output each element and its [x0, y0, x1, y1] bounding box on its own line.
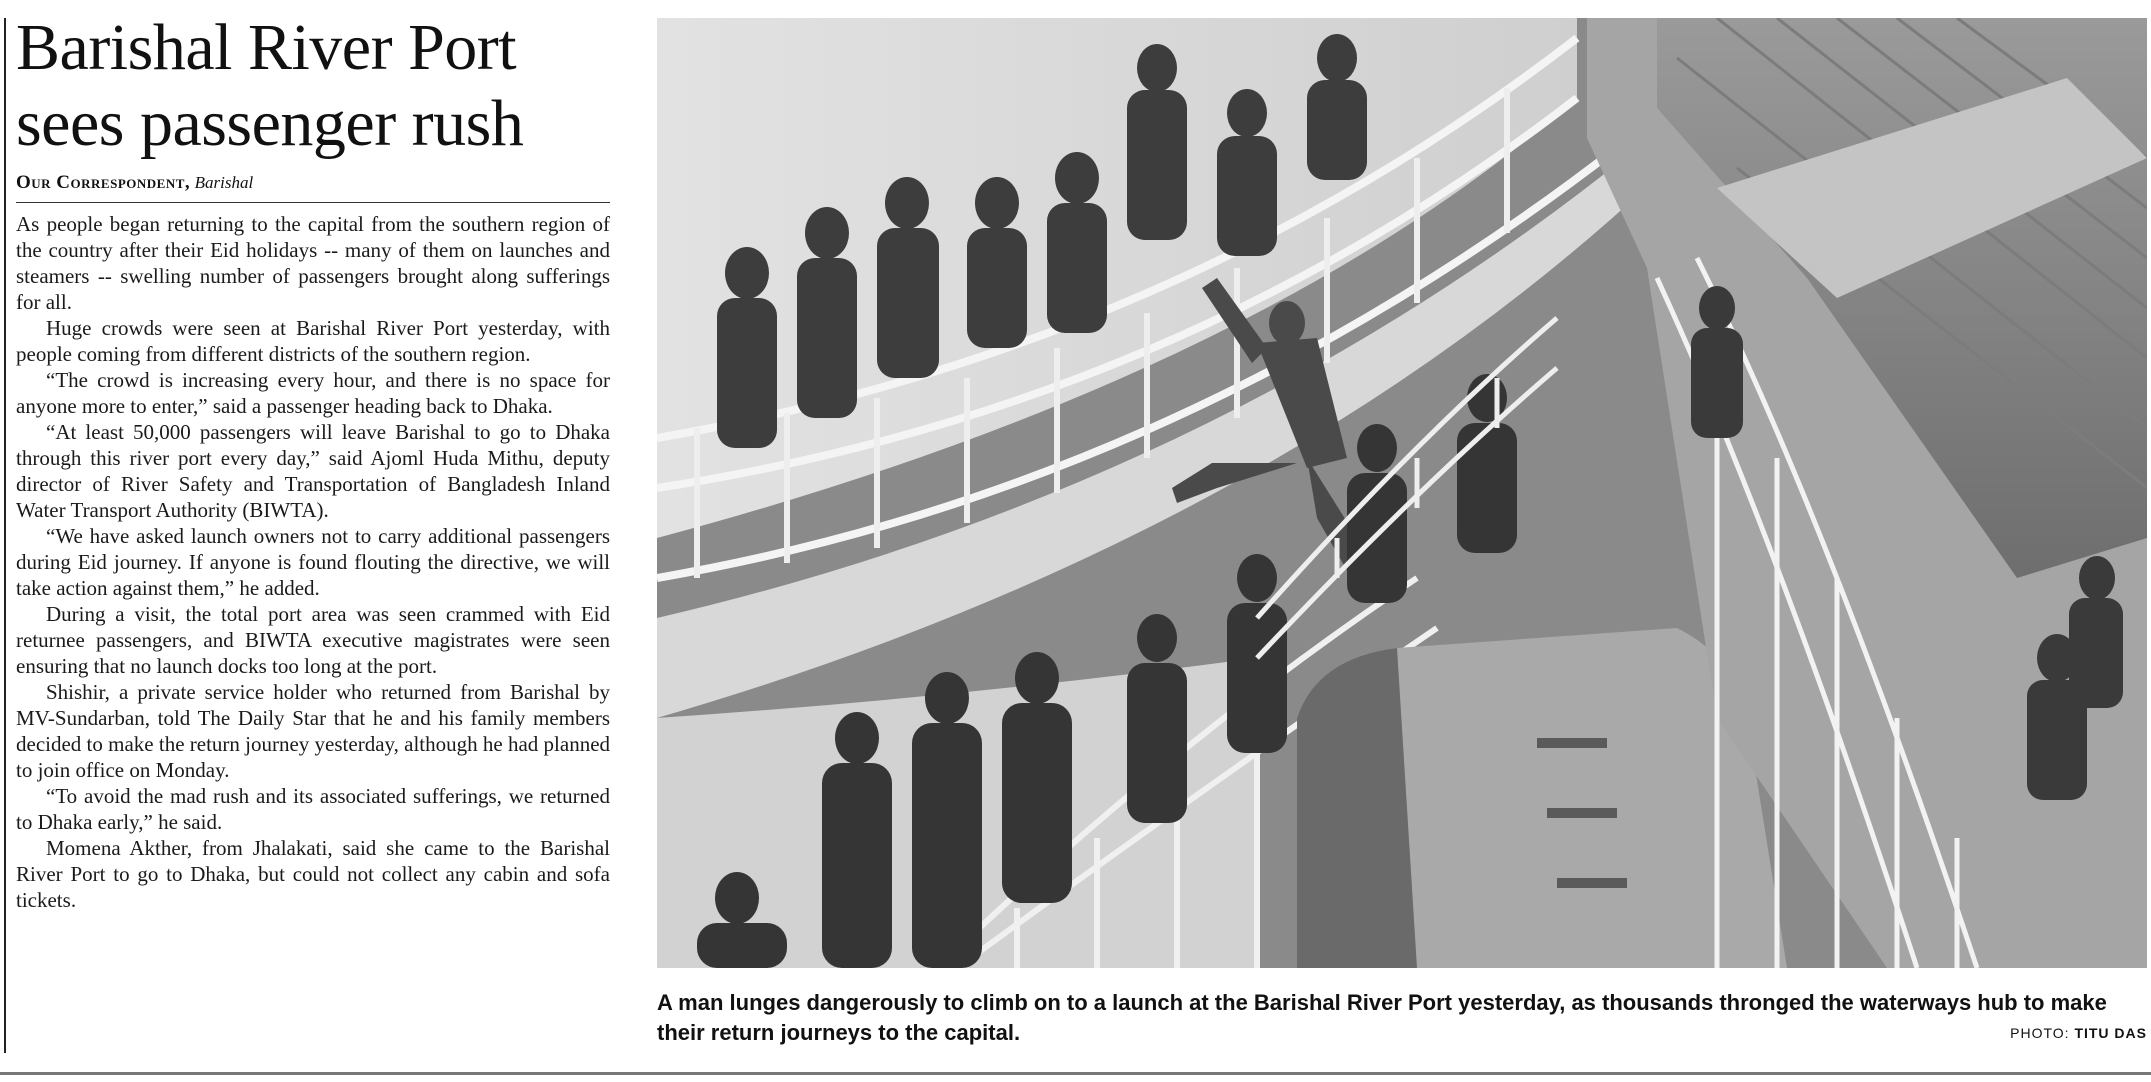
column-rule [4, 18, 6, 1053]
paragraph: Momena Akther, from Jhalakati, said she came to the Barishal River Port to go to Dhaka, but could not collect any cabin and sofa tickets. [16, 836, 610, 912]
photo-credit-label: PHOTO: [2010, 1025, 2070, 1041]
headline-line-2: sees passenger rush [16, 87, 524, 160]
paragraph: During a visit, the total port area was seen crammed with Eid returnee passengers, and BIWTA executive magistrates were seen ensuring that no launch docks too long at the port. [16, 602, 610, 678]
byline-name: Our Correspondent, [16, 172, 191, 193]
photo-illustration [657, 18, 2147, 968]
photo-caption: A man lunges dangerously to climb on to a launch at the Barishal River Port yesterday, as thousands thronged the waterways hub to make their return journeys to the capital. [657, 990, 2107, 1045]
article-body [16, 211, 610, 913]
page-bottom-rule [0, 1072, 2151, 1075]
paragraph: As people began returning to the capital from the southern region of the country after their Eid holidays -- many of them on launches and steamers -- swelling number of passengers brought along sufferings for all. [16, 212, 610, 314]
paragraph: Huge crowds were seen at Barishal River Port yesterday, with people coming from different districts of the southern region. [16, 316, 610, 366]
paragraph: “The crowd is increasing every hour, and there is no space for anyone more to enter,” said a passenger heading back to Dhaka. [16, 368, 610, 418]
photo-credit [2010, 1025, 2147, 1041]
paragraph: “We have asked launch owners not to carry additional passengers during Eid journey. If anyone is found flouting the directive, we will take action against them,” he added. [16, 524, 610, 600]
byline-place: Barishal [194, 173, 254, 192]
headline [16, 10, 610, 162]
paragraph: “At least 50,000 passengers will leave Barishal to go to Dhaka through this river port every day,” said Ajoml Huda Mithu, deputy director of River Safety and Transportation of Bangladesh Inland Water Transport Authority (BIWTA). [16, 420, 610, 522]
byline-divider [16, 202, 610, 203]
headline-line-1: Barishal River Port [16, 11, 517, 84]
paragraph: Shishir, a private service holder who returned from Barishal by MV-Sundarban, told The Daily Star that he and his family members decided to make the return journey yesterday, although he had planned to join office on Monday. [16, 680, 611, 782]
photo-credit-name: TITU DAS [2074, 1025, 2147, 1041]
byline [16, 172, 610, 194]
news-photo [657, 18, 2147, 968]
article [16, 10, 610, 913]
paragraph: “To avoid the mad rush and its associated sufferings, we returned to Dhaka early,” he said. [16, 784, 610, 834]
